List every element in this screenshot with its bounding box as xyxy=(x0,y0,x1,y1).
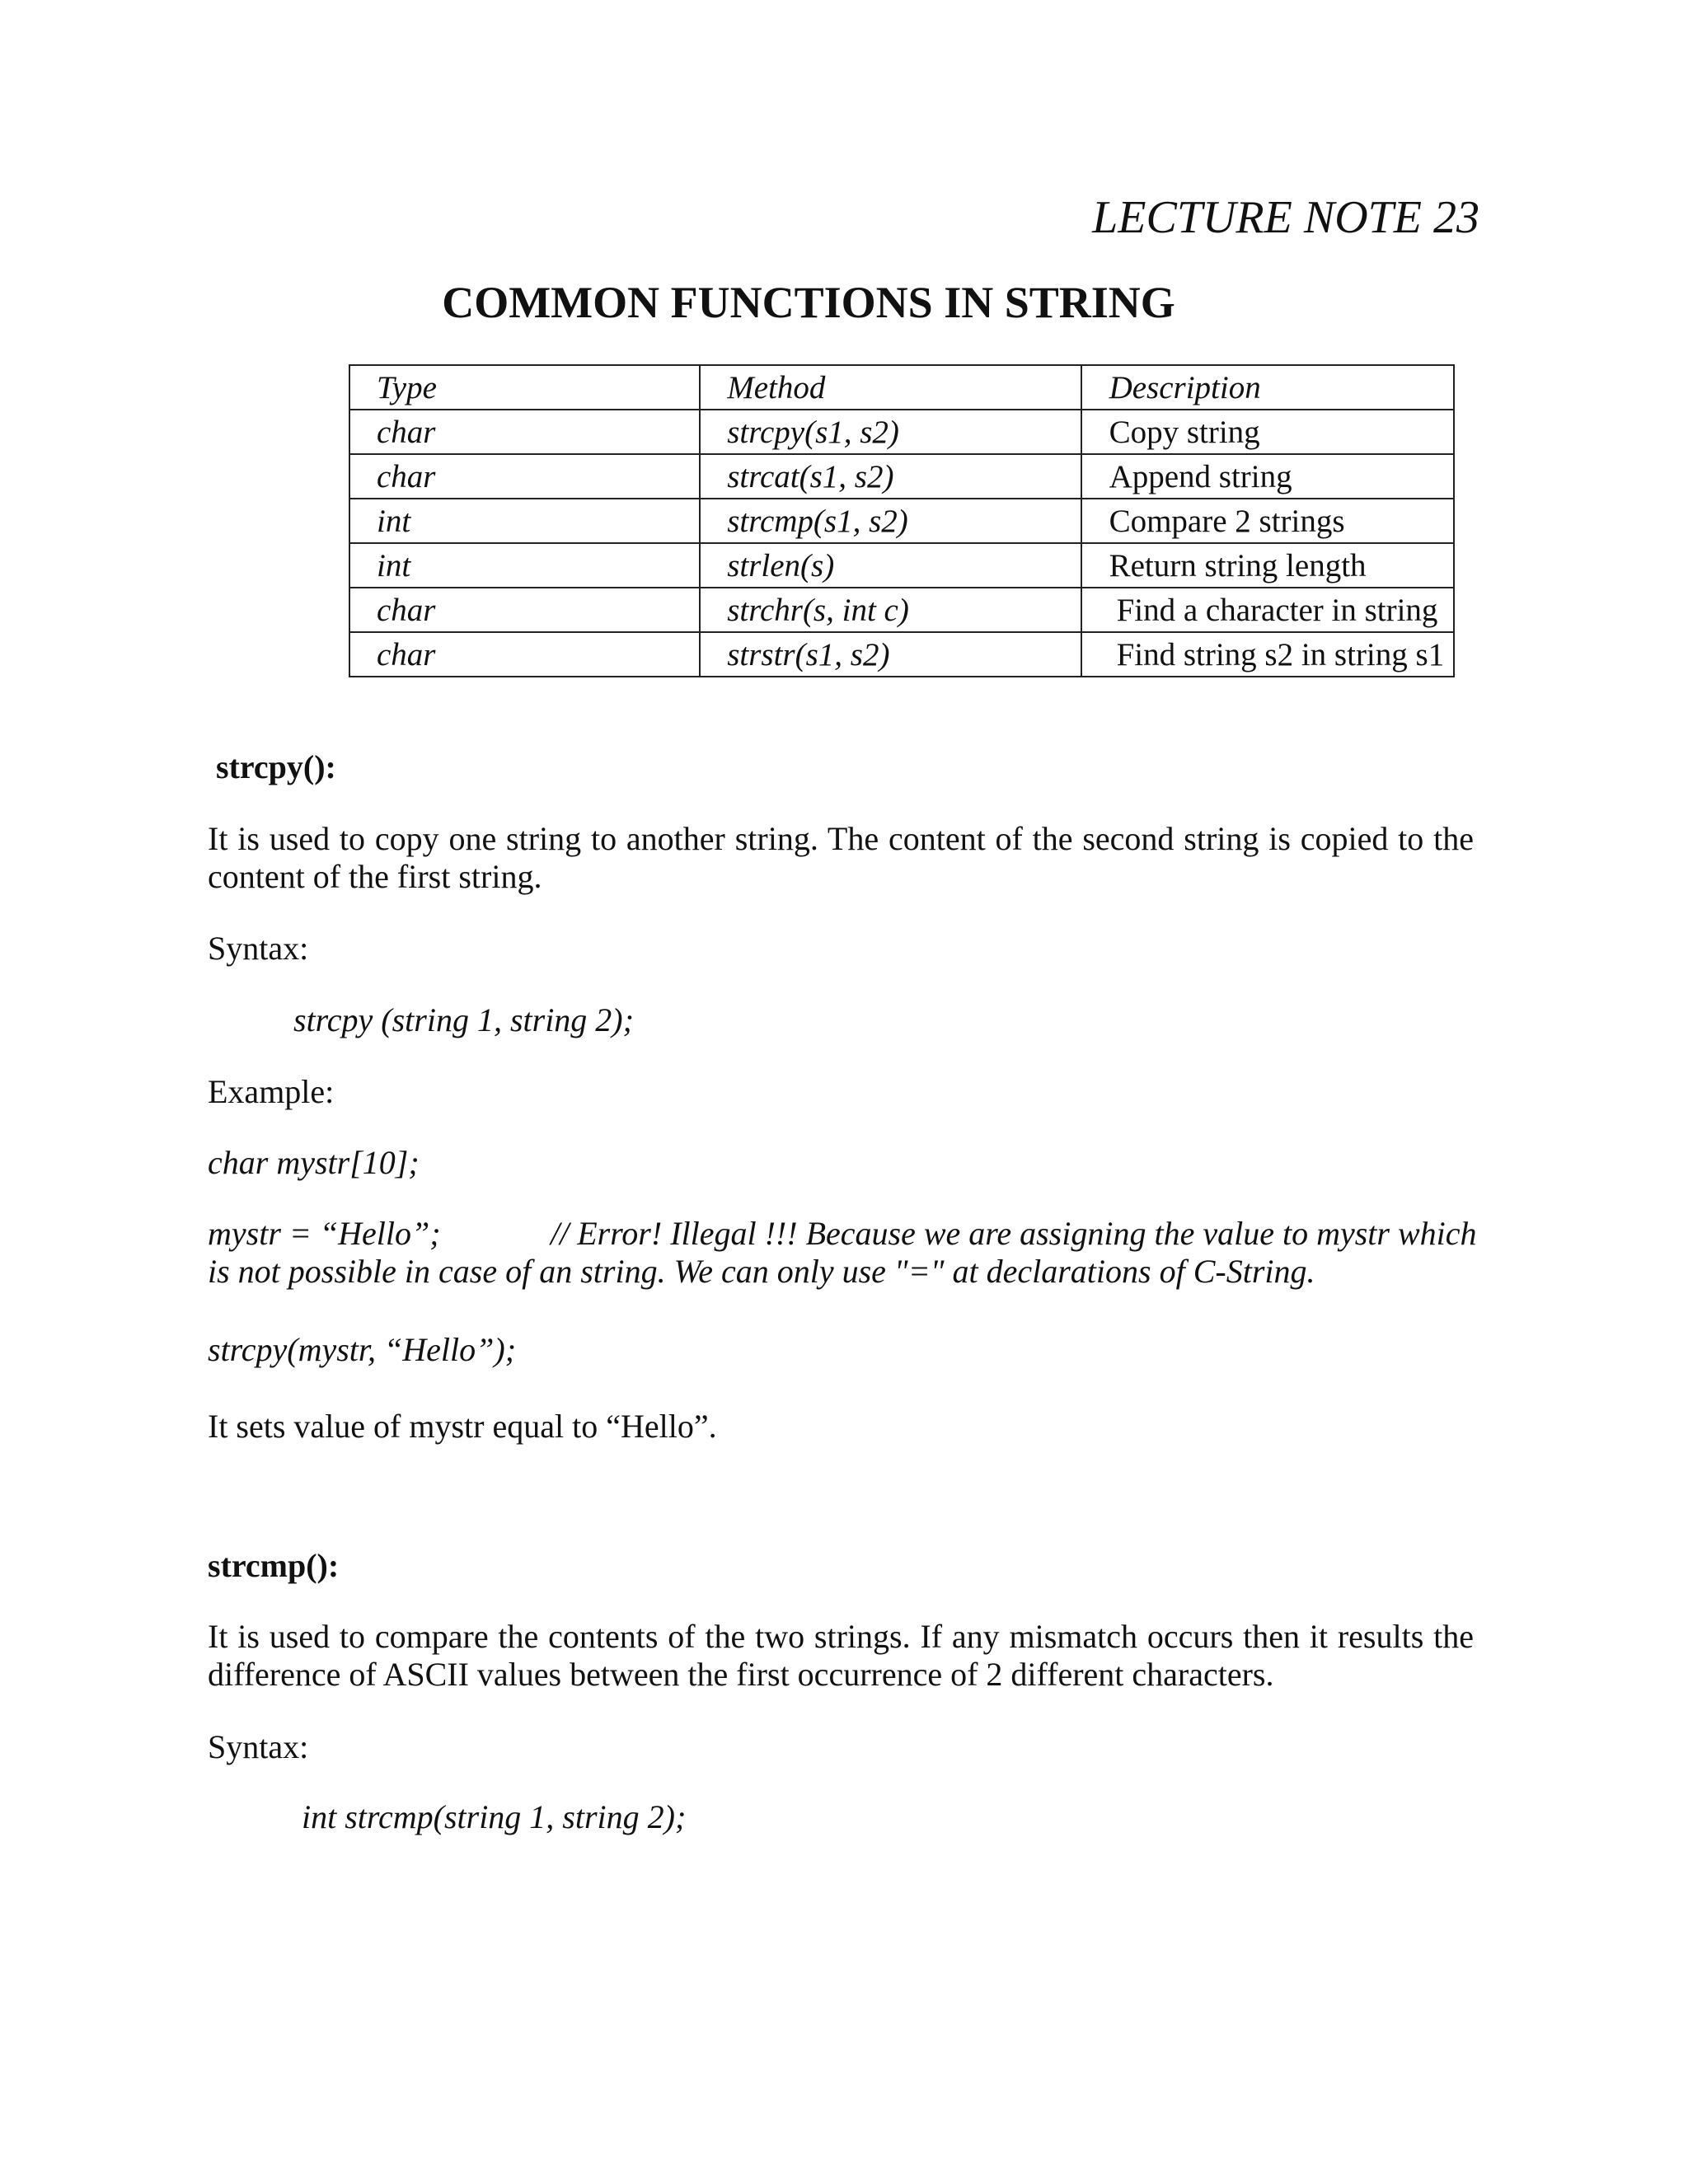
example-label: Example: xyxy=(208,1073,335,1110)
example-comment-line-2: is not possible in case of an string. We can only use "=" at declarations of C-String. xyxy=(208,1253,1315,1290)
cell-type: char xyxy=(349,410,700,454)
table-row xyxy=(349,454,1454,499)
cell-description: Find string s2 in string s1 xyxy=(1081,632,1454,677)
table-row xyxy=(349,410,1454,454)
strcpy-heading: strcpy(): xyxy=(216,748,336,785)
cell-type: char xyxy=(349,454,700,499)
strcmp-description: It is used to compare the contents of the two strings. If any mismatch occurs then it results the difference of ASCII values between the first occurrence of 2 different characters. xyxy=(208,1618,1474,1693)
cell-type: int xyxy=(349,499,700,543)
example-assignment: mystr = “Hello”; xyxy=(208,1215,441,1252)
header-cell-description: Description xyxy=(1081,365,1454,410)
table-row xyxy=(349,499,1454,543)
table-row xyxy=(349,588,1454,632)
table-row xyxy=(349,632,1454,677)
example-declaration: char mystr[10]; xyxy=(208,1144,420,1181)
example-result: It sets value of mystr equal to “Hello”. xyxy=(208,1408,717,1445)
lecture-note-number: LECTURE NOTE 23 xyxy=(1092,192,1479,243)
cell-description: Compare 2 strings xyxy=(1081,499,1454,543)
cell-description: Find a character in string xyxy=(1081,588,1454,632)
strcmp-syntax: int strcmp(string 1, string 2); xyxy=(302,1798,687,1835)
cell-method: strcat(s1, s2) xyxy=(700,454,1081,499)
string-functions-table xyxy=(349,364,1455,677)
cell-method: strlen(s) xyxy=(700,543,1081,588)
cell-description: Append string xyxy=(1081,454,1454,499)
table-body xyxy=(349,365,1454,677)
example-comment-line-1: // Error! Illegal !!! Because we are assigning the value to mystr which xyxy=(551,1215,1477,1252)
page-title-text: COMMON FUNCTIONS IN STRING xyxy=(442,278,1175,327)
cell-method: strcmp(s1, s2) xyxy=(700,499,1081,543)
cell-description: Return string length xyxy=(1081,543,1454,588)
cell-method: strcpy(s1, s2) xyxy=(700,410,1081,454)
strcpy-syntax: strcpy (string 1, string 2); xyxy=(293,1001,634,1038)
header-cell-method: Method xyxy=(700,365,1081,410)
cell-type: char xyxy=(349,632,700,677)
header-cell-type: Type xyxy=(349,365,700,410)
strcmp-heading: strcmp(): xyxy=(208,1547,340,1584)
cell-type: int xyxy=(349,543,700,588)
example-strcpy-call: strcpy(mystr, “Hello”); xyxy=(208,1331,517,1368)
page-title xyxy=(0,277,1688,328)
strcpy-description: It is used to copy one string to another string. The content of the second string is copied to the content of the first string. xyxy=(208,820,1474,895)
cell-type: char xyxy=(349,588,700,632)
table-row xyxy=(349,543,1454,588)
strcmp-syntax-label: Syntax: xyxy=(208,1728,309,1765)
cell-method: strchr(s, int c) xyxy=(700,588,1081,632)
cell-description: Copy string xyxy=(1081,410,1454,454)
cell-method: strstr(s1, s2) xyxy=(700,632,1081,677)
table-header-row xyxy=(349,365,1454,410)
strcpy-syntax-label: Syntax: xyxy=(208,930,309,967)
